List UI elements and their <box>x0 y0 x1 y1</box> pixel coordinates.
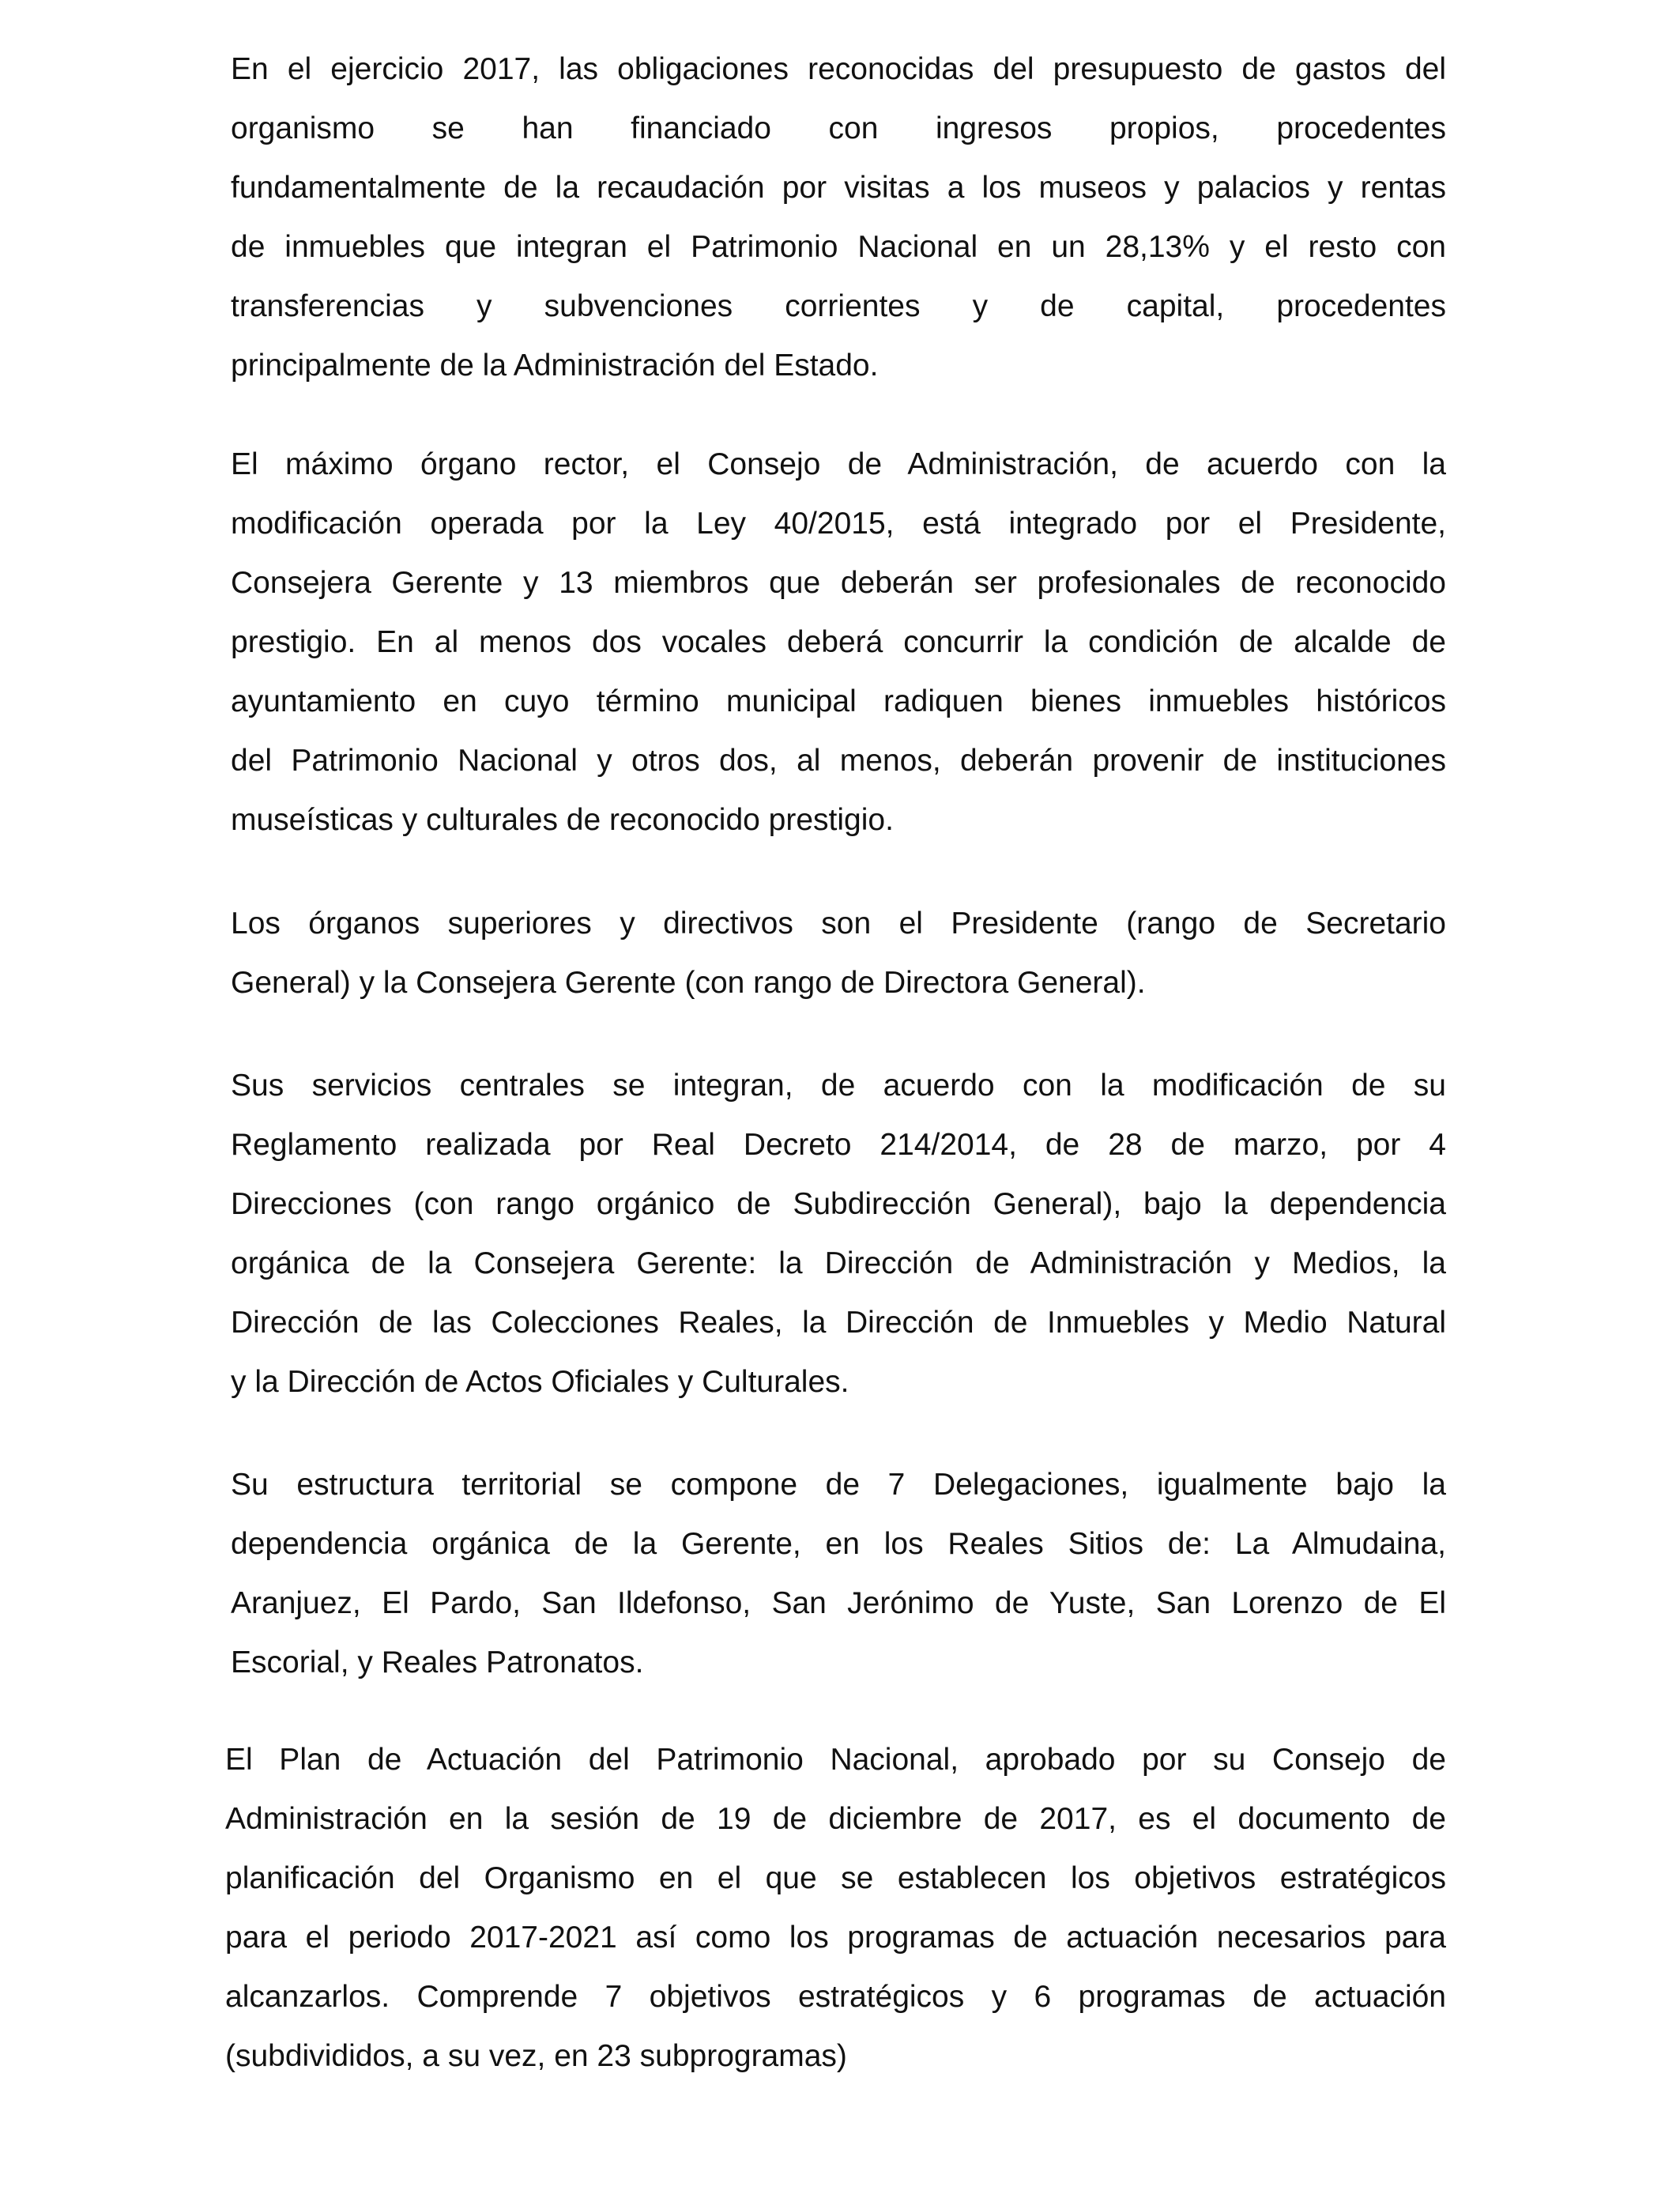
text-line: fundamentalmente de la recaudación por visitas a los museos y palacios y rentas <box>231 171 1446 205</box>
text-line: El Plan de Actuación del Patrimonio Nacional, aprobado por su Consejo de <box>225 1743 1446 1777</box>
text-line: Direcciones (con rango orgánico de Subdirección General), bajo la dependencia <box>231 1187 1446 1221</box>
text-line: ayuntamiento en cuyo término municipal radiquen bienes inmuebles históricos <box>231 684 1446 718</box>
paragraph-territorial-structure <box>231 1455 1446 1692</box>
text-line: organismo se han financiado con ingresos propios, procedentes <box>231 111 1446 145</box>
text-line: Sus servicios centrales se integran, de acuerdo con la modificación de su <box>231 1069 1446 1103</box>
text-line: transferencias y subvenciones corrientes y de capital, procedentes <box>231 289 1446 323</box>
text-line: Consejera Gerente y 13 miembros que deberán ser profesionales de reconocido <box>231 566 1446 600</box>
paragraph-governing-body <box>231 435 1446 850</box>
text-line: principalmente de la Administración del Estado. <box>231 349 879 383</box>
text-line: y la Dirección de Actos Oficiales y Culturales. <box>231 1365 849 1399</box>
text-line: Escorial, y Reales Patronatos. <box>231 1646 644 1679</box>
text-line: (subdivididos, a su vez, en 23 subprogramas) <box>225 2039 847 2073</box>
text-line: Reglamento realizada por Real Decreto 214/2014, de 28 de marzo, por 4 <box>231 1128 1446 1162</box>
paragraph-action-plan <box>225 1730 1446 2086</box>
text-line: orgánica de la Consejera Gerente: la Dirección de Administración y Medios, la <box>231 1246 1446 1280</box>
paragraph-central-services <box>231 1056 1446 1412</box>
text-line: del Patrimonio Nacional y otros dos, al menos, deberán provenir de instituciones <box>231 744 1446 778</box>
text-line: Los órganos superiores y directivos son el Presidente (rango de Secretario <box>231 907 1446 941</box>
text-line: de inmuebles que integran el Patrimonio Nacional en un 28,13% y el resto con <box>231 230 1446 264</box>
text-line: En el ejercicio 2017, las obligaciones reconocidas del presupuesto de gastos del <box>231 52 1446 86</box>
text-line: El máximo órgano rector, el Consejo de Administración, de acuerdo con la <box>231 447 1446 481</box>
text-line: planificación del Organismo en el que se establecen los objetivos estratégicos <box>225 1861 1446 1895</box>
paragraph-senior-bodies <box>231 894 1446 1012</box>
text-line: Su estructura territorial se compone de 7 Delegaciones, igualmente bajo la <box>231 1468 1446 1502</box>
text-line: para el periodo 2017-2021 así como los programas de actuación necesarios para <box>225 1921 1446 1955</box>
paragraph-financing <box>231 40 1446 395</box>
text-line: Administración en la sesión de 19 de diciembre de 2017, es el documento de <box>225 1802 1446 1836</box>
text-line: Aranjuez, El Pardo, San Ildefonso, San Jerónimo de Yuste, San Lorenzo de El <box>231 1586 1446 1620</box>
text-line: prestigio. En al menos dos vocales deberá concurrir la condición de alcalde de <box>231 625 1446 659</box>
text-line: dependencia orgánica de la Gerente, en los Reales Sitios de: La Almudaina, <box>231 1527 1446 1561</box>
text-line: General) y la Consejera Gerente (con rango de Directora General). <box>231 966 1146 1000</box>
text-line: alcanzarlos. Comprende 7 objetivos estratégicos y 6 programas de actuación <box>225 1980 1446 2014</box>
text-line: modificación operada por la Ley 40/2015, está integrado por el Presidente, <box>231 507 1446 541</box>
text-line: museísticas y culturales de reconocido prestigio. <box>231 803 894 837</box>
text-line: Dirección de las Colecciones Reales, la Dirección de Inmuebles y Medio Natural <box>231 1306 1446 1340</box>
